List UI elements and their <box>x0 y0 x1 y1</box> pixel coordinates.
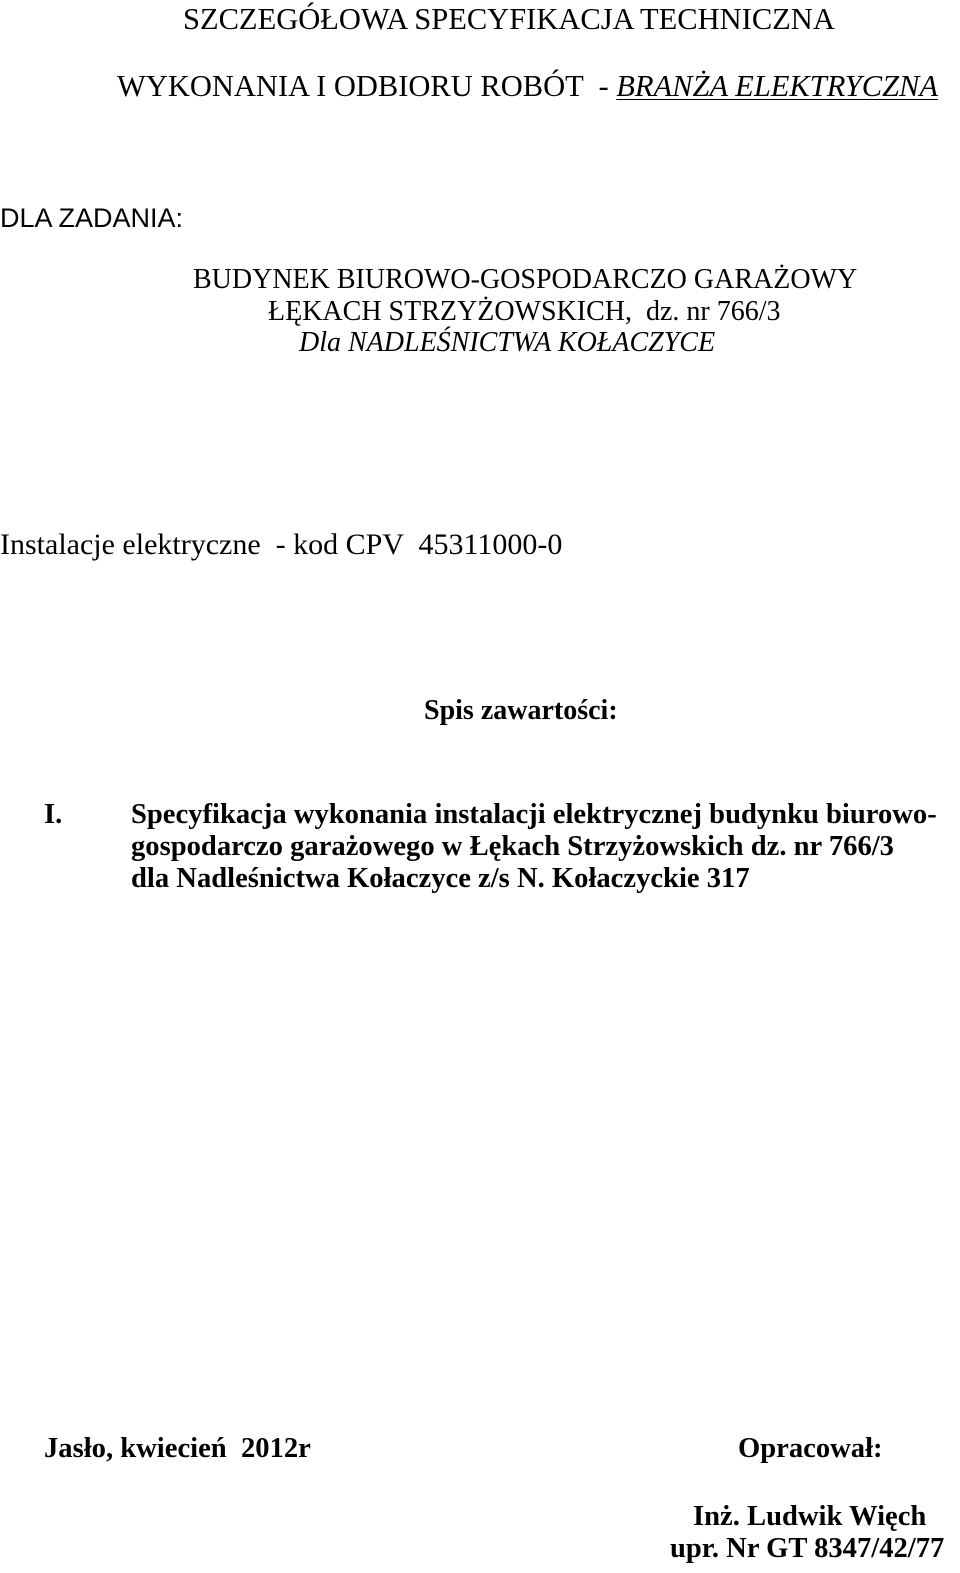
author-name: Inż. Ludwik Więch <box>693 1501 927 1532</box>
branch-name: BRANŻA ELEKTRYCZNA <box>616 69 939 103</box>
toc-item-line: Specyfikacja wykonania instalacji elektrycznej budynku biurowo- <box>131 799 937 830</box>
task-label: DLA ZADANIA: <box>0 203 184 233</box>
prepared-by-label: Opracował: <box>738 1433 883 1464</box>
author-license: upr. Nr GT 8347/42/77 <box>670 1533 945 1564</box>
toc-item-line: gospodarczo garażowego w Łękach Strzyżowskich dz. nr 766/3 <box>131 831 894 862</box>
task-client: Dla NADLEŚNICTWA KOŁACZYCE <box>299 327 716 358</box>
title-line-1: SZCZEGÓŁOWA SPECYFIKACJA TECHNICZNA <box>183 2 835 36</box>
title-line-2-prefix: WYKONANIA I ODBIORU ROBÓT - <box>117 69 617 103</box>
toc-heading: Spis zawartości: <box>424 695 618 726</box>
task-building-name: BUDYNEK BIUROWO-GOSPODARCZO GARAŻOWY <box>193 264 858 295</box>
place-and-date: Jasło, kwiecień 2012r <box>44 1433 311 1464</box>
toc-item-line: dla Nadleśnictwa Kołaczyce z/s N. Kołaczyckie 317 <box>131 863 750 894</box>
cpv-code-line: Instalacje elektryczne - kod CPV 45311000-0 <box>0 528 563 561</box>
title-line-2 <box>117 71 938 102</box>
toc-item-number: I. <box>44 799 63 830</box>
task-location: ŁĘKACH STRZYŻOWSKICH, dz. nr 766/3 <box>268 296 781 327</box>
